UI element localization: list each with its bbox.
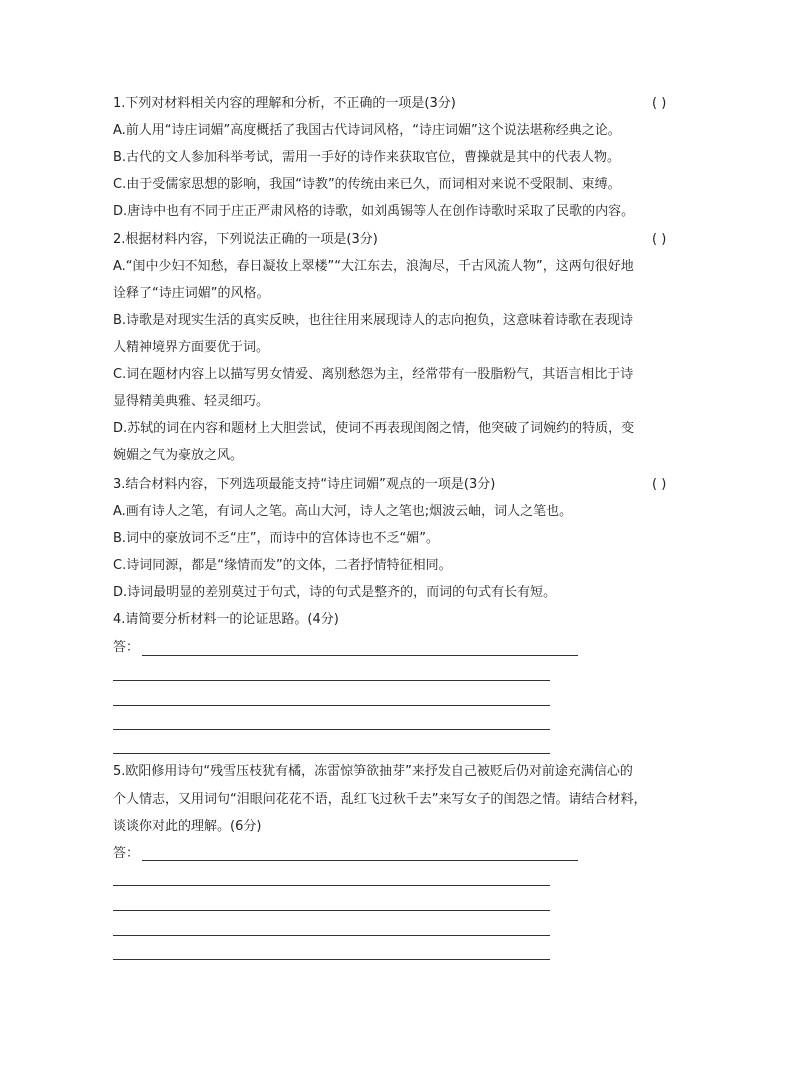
- q1-stem: 1.下列对材料相关内容的理解和分析，不正确的一项是(3分): [113, 96, 456, 111]
- q1-option-b: B.古代的文人参加科举考试，需用一手好的诗作来获取官位，曹操就是其中的代表人物。: [113, 150, 621, 165]
- q2-option-d-line1: D.苏轼的词在内容和题材上大胆尝试，使词不再表现闺阁之情，他突破了词婉约的特质，变: [113, 421, 635, 436]
- q2-option-a-line1: A.“闺中少妇不知愁，春日凝妆上翠楼”“大江东去，浪淘尽，千古风流人物”，这两句很好地: [113, 259, 634, 274]
- q2-option-a-line2: 诠释了“诗庄词媚”的风格。: [113, 286, 270, 301]
- q4-answer-line-1[interactable]: [142, 655, 578, 656]
- q5-stem-line1: 5.欧阳修用诗句“残雪压枝犹有橘，冻雷惊笋欲抽芽”来抒发自己被贬后仍对前途充满信心的: [113, 764, 633, 779]
- q1-option-a: A.前人用“诗庄词媚”高度概括了我国古代诗词风格，“诗庄词媚”这个说法堪称经典之论。: [113, 123, 621, 138]
- q2-stem: 2.根据材料内容，下列说法正确的一项是(3分): [113, 232, 378, 247]
- q5-stem-line2: 个人情志，又用词句“泪眼问花花不语，乱红飞过秋千去”来写女子的闺怨之情。请结合材料，: [113, 792, 647, 807]
- q3-option-c: C.诗词同源，都是“缘情而发”的文体，二者抒情特征相同。: [113, 558, 452, 573]
- q2-option-d-line2: 婉媚之气为豪放之风。: [113, 448, 244, 463]
- q5-answer-line-3[interactable]: [113, 910, 550, 911]
- q2-option-c-line2: 显得精美典雅、轻灵细巧。: [113, 394, 270, 409]
- q1-answer-bracket: ( ): [652, 96, 667, 111]
- q1-option-d: D.唐诗中也有不同于庄正严肃风格的诗歌，如刘禹锡等人在创作诗歌时采取了民歌的内容。: [113, 204, 635, 219]
- q4-answer-line-4[interactable]: [113, 729, 550, 730]
- q1-option-c: C.由于受儒家思想的影响，我国“诗教”的传统由来已久，而词相对来说不受限制、束缚。: [113, 177, 621, 192]
- q3-answer-bracket: ( ): [652, 477, 667, 492]
- q2-option-b-line1: B.诗歌是对现实生活的真实反映，也往往用来展现诗人的志向抱负，这意味着诗歌在表现诗: [113, 313, 634, 328]
- q2-answer-bracket: ( ): [652, 232, 667, 247]
- q5-answer-line-2[interactable]: [113, 885, 550, 886]
- q3-option-d: D.诗词最明显的差别莫过于句式，诗的句式是整齐的，而词的句式有长有短。: [113, 585, 557, 600]
- q4-answer-line-2[interactable]: [113, 680, 550, 681]
- q5-answer-line-4[interactable]: [113, 935, 550, 936]
- q4-stem: 4.请简要分析材料一的论证思路。(4分): [113, 612, 339, 627]
- q5-answer-label: 答：: [113, 846, 140, 861]
- q3-stem: 3.结合材料内容，下列选项最能支持“诗庄词媚”观点的一项是(3分): [113, 477, 496, 492]
- q3-option-b: B.词中的豪放词不乏“庄”，而诗中的宫体诗也不乏“媚”。: [113, 531, 439, 546]
- q2-option-b-line2: 人精神境界方面要优于词。: [113, 340, 270, 355]
- q3-option-a: A.画有诗人之笔，有词人之笔。高山大河，诗人之笔也;烟波云岫，词人之笔也。: [113, 504, 573, 519]
- q2-option-c-line1: C.词在题材内容上以描写男女情爱、离别愁怨为主，经常带有一股脂粉气，其语言相比于诗: [113, 367, 634, 382]
- q4-answer-line-3[interactable]: [113, 705, 550, 706]
- q5-answer-line-1[interactable]: [142, 860, 578, 861]
- q4-answer-label: 答：: [113, 640, 140, 655]
- q5-stem-line3: 谈谈你对此的理解。(6分): [113, 819, 262, 834]
- q4-answer-line-5[interactable]: [113, 753, 550, 754]
- q5-answer-line-5[interactable]: [113, 959, 550, 960]
